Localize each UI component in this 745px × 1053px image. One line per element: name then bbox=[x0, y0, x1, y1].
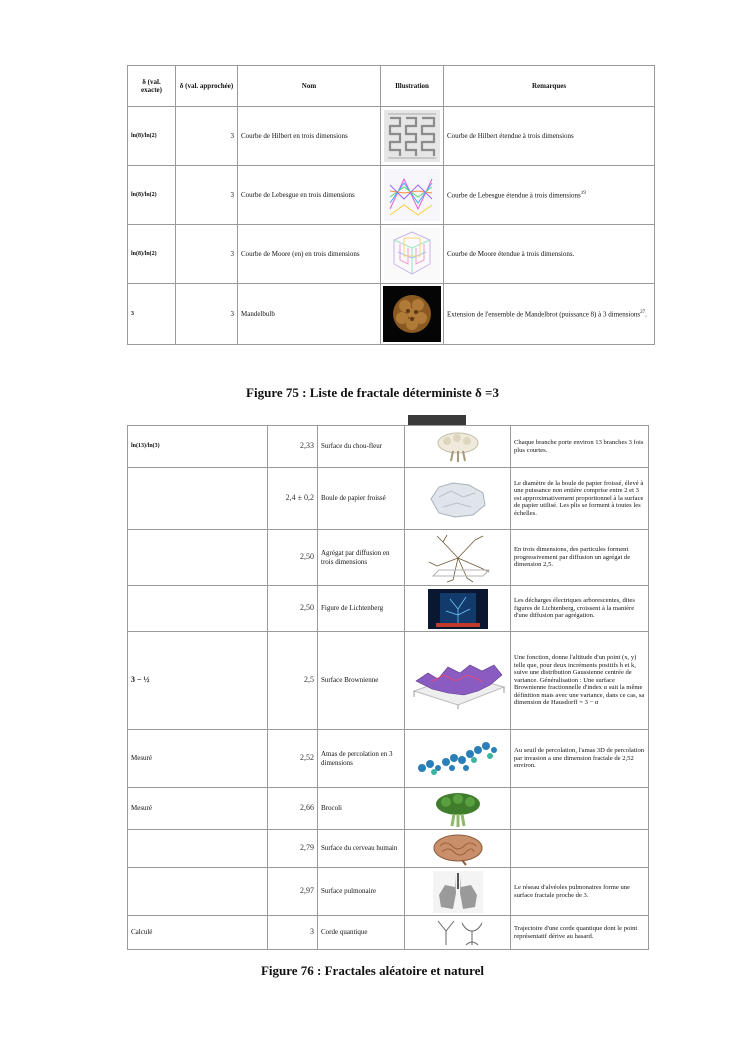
quantum-string-icon bbox=[428, 919, 488, 947]
header-name: Nom bbox=[238, 66, 381, 107]
cell-dimension: 2,33 bbox=[268, 426, 318, 468]
cell-remark: Le diamètre de la boule de papier froissé, élevé à une puissance non entière comprise entre 2 et 3 est approximativement proportionnel à la surface de papier utilisé. Les plis se forment à toutes les échelles. bbox=[511, 468, 649, 530]
cell-approx: 3 bbox=[176, 166, 238, 225]
cell-illustration bbox=[405, 530, 511, 586]
cell-remark: Courbe de Hilbert étendue à trois dimensions bbox=[444, 107, 655, 166]
hilbert-3d-icon bbox=[384, 110, 440, 162]
cell-exact bbox=[128, 468, 268, 530]
cell-remark: Au seuil de percolation, l'amas 3D de percolation par invasion a une dimension fractale de 2,52 environ. bbox=[511, 730, 649, 788]
cell-illustration bbox=[405, 586, 511, 632]
cell-dimension: 3 bbox=[268, 916, 318, 950]
cell-illustration bbox=[381, 225, 444, 284]
header-remarks: Remarques bbox=[444, 66, 655, 107]
cell-dimension: 2,50 bbox=[268, 586, 318, 632]
cell-name: Boule de papier froissé bbox=[318, 468, 405, 530]
image-fragment-strip bbox=[408, 415, 466, 425]
table-row bbox=[128, 225, 655, 284]
cell-illustration bbox=[405, 426, 511, 468]
cell-dimension: 2,79 bbox=[268, 830, 318, 868]
cell-remark: Courbe de Moore étendue à trois dimensions. bbox=[444, 225, 655, 284]
cell-illustration bbox=[405, 632, 511, 730]
table-row bbox=[128, 788, 649, 830]
cell-name: Corde quantique bbox=[318, 916, 405, 950]
lichtenberg-icon bbox=[428, 589, 488, 629]
cell-dimension: 2,97 bbox=[268, 868, 318, 916]
table-row bbox=[128, 166, 655, 225]
cell-remark: Chaque branche porte environ 13 branches 3 fois plus courtes. bbox=[511, 426, 649, 468]
table-row bbox=[128, 868, 649, 916]
table-row bbox=[128, 730, 649, 788]
cell-illustration bbox=[405, 730, 511, 788]
cell-name: Amas de percolation en 3 dimensions bbox=[318, 730, 405, 788]
cell-illustration bbox=[405, 788, 511, 830]
table-header-row bbox=[128, 66, 655, 107]
table-row bbox=[128, 284, 655, 345]
cell-remark: Courbe de Lebesgue étendue à trois dimensions$^{19}$ bbox=[444, 166, 655, 225]
cell-name: Courbe de Moore (en) en trois dimensions bbox=[238, 225, 381, 284]
cell-dimension: 2,4 ± 0,2 bbox=[268, 468, 318, 530]
cell-exact: ln(8)/ln(2) bbox=[128, 107, 176, 166]
cell-exact bbox=[128, 868, 268, 916]
cell-remark bbox=[511, 830, 649, 868]
table-row bbox=[128, 468, 649, 530]
cell-illustration bbox=[381, 107, 444, 166]
cell-dimension: 2,66 bbox=[268, 788, 318, 830]
cell-name: Mandelbulb bbox=[238, 284, 381, 345]
cell-exact: 3 bbox=[128, 284, 176, 345]
cell-name: Brocoli bbox=[318, 788, 405, 830]
cell-illustration bbox=[381, 284, 444, 345]
cell-remark: Les décharges électriques arborescentes, dites figures de Lichtenberg, croissent à la manière d'une diffusion par agrégation. bbox=[511, 586, 649, 632]
cell-illustration bbox=[381, 166, 444, 225]
cauliflower-icon bbox=[429, 429, 487, 465]
cell-name: Courbe de Lebesgue en trois dimensions bbox=[238, 166, 381, 225]
cell-name: Surface du cerveau humain bbox=[318, 830, 405, 868]
cell-exact: Calculé bbox=[128, 916, 268, 950]
table-row bbox=[128, 107, 655, 166]
header-approx: δ (val. approchée) bbox=[176, 66, 238, 107]
table-row bbox=[128, 632, 649, 730]
cell-remark: Extension de l'ensemble de Mandelbrot (puissance 8) à 3 dimensions$^{27}$. bbox=[444, 284, 655, 345]
cell-exact: Mesuré bbox=[128, 788, 268, 830]
cell-illustration bbox=[405, 830, 511, 868]
cell-exact bbox=[128, 586, 268, 632]
table-row bbox=[128, 830, 649, 868]
crumpled-paper-icon bbox=[423, 477, 493, 521]
brain-icon bbox=[428, 832, 488, 866]
broccoli-icon bbox=[428, 790, 488, 828]
table-random-natural-fractals bbox=[127, 425, 649, 950]
figure-caption-75: Figure 75 : Liste de fractale déterministe δ =3 bbox=[246, 385, 499, 400]
table-row bbox=[128, 530, 649, 586]
cell-exact: ln(8)/ln(2) bbox=[128, 225, 176, 284]
cell-name: Agrégat par diffusion en trois dimensions bbox=[318, 530, 405, 586]
cell-approx: 3 bbox=[176, 107, 238, 166]
table-row bbox=[128, 426, 649, 468]
cell-dimension: 2,52 bbox=[268, 730, 318, 788]
moore-3d-icon bbox=[384, 228, 440, 280]
cell-name: Courbe de Hilbert en trois dimensions bbox=[238, 107, 381, 166]
mandelbulb-icon bbox=[383, 286, 441, 342]
lebesgue-3d-icon bbox=[384, 169, 440, 221]
cell-approx: 3 bbox=[176, 284, 238, 345]
cell-remark: Une fonction, donne l'altitude d'un point (x, y) telle que, pour deux incréments positifs h et k, suive une distribution Gaussienne centrée de variance. Généralisation : Une surface Brownienne fractionnelle d'index α suit la même définition mais avec une variance, dans ce cas, sa dimension de Hausdorff = 3 − α bbox=[511, 632, 649, 730]
header-exact: δ (val. exacte) bbox=[128, 66, 176, 107]
cell-illustration bbox=[405, 868, 511, 916]
cell-illustration bbox=[405, 916, 511, 950]
cell-illustration bbox=[405, 468, 511, 530]
cell-exact bbox=[128, 530, 268, 586]
cell-name: Surface pulmonaire bbox=[318, 868, 405, 916]
brownian-surface-icon bbox=[408, 651, 508, 711]
table-row bbox=[128, 916, 649, 950]
cell-exact: ln(8)/ln(2) bbox=[128, 166, 176, 225]
table-row bbox=[128, 586, 649, 632]
cell-remark: Le réseau d'alvéoles pulmonaires forme une surface fractale proche de 3. bbox=[511, 868, 649, 916]
cell-name: Surface du chou-fleur bbox=[318, 426, 405, 468]
cell-dimension: 2,5 bbox=[268, 632, 318, 730]
cell-remark: En trois dimensions, des particules forment progressivement par diffusion un agrégat de dimension 2,5. bbox=[511, 530, 649, 586]
cell-exact: ln(13)/ln(3) bbox=[128, 426, 268, 468]
lungs-icon bbox=[433, 871, 483, 913]
cell-remark: Trajectoire d'une corde quantique dont le point représentatif dérive au hasard. bbox=[511, 916, 649, 950]
cell-remark bbox=[511, 788, 649, 830]
cell-dimension: 2,50 bbox=[268, 530, 318, 586]
cell-approx: 3 bbox=[176, 225, 238, 284]
figure-caption-76: Figure 76 : Fractales aléatoire et naturel bbox=[260, 963, 485, 978]
percolation-icon bbox=[408, 734, 508, 784]
cell-exact: 3 − ½ bbox=[128, 632, 268, 730]
cell-exact: Mesuré bbox=[128, 730, 268, 788]
cell-name: Figure de Lichtenberg bbox=[318, 586, 405, 632]
dla-aggregate-icon bbox=[423, 532, 493, 584]
header-illustration: Illustration bbox=[381, 66, 444, 107]
table-deterministic-fractals bbox=[127, 65, 655, 345]
cell-name: Surface Brownienne bbox=[318, 632, 405, 730]
cell-exact bbox=[128, 830, 268, 868]
